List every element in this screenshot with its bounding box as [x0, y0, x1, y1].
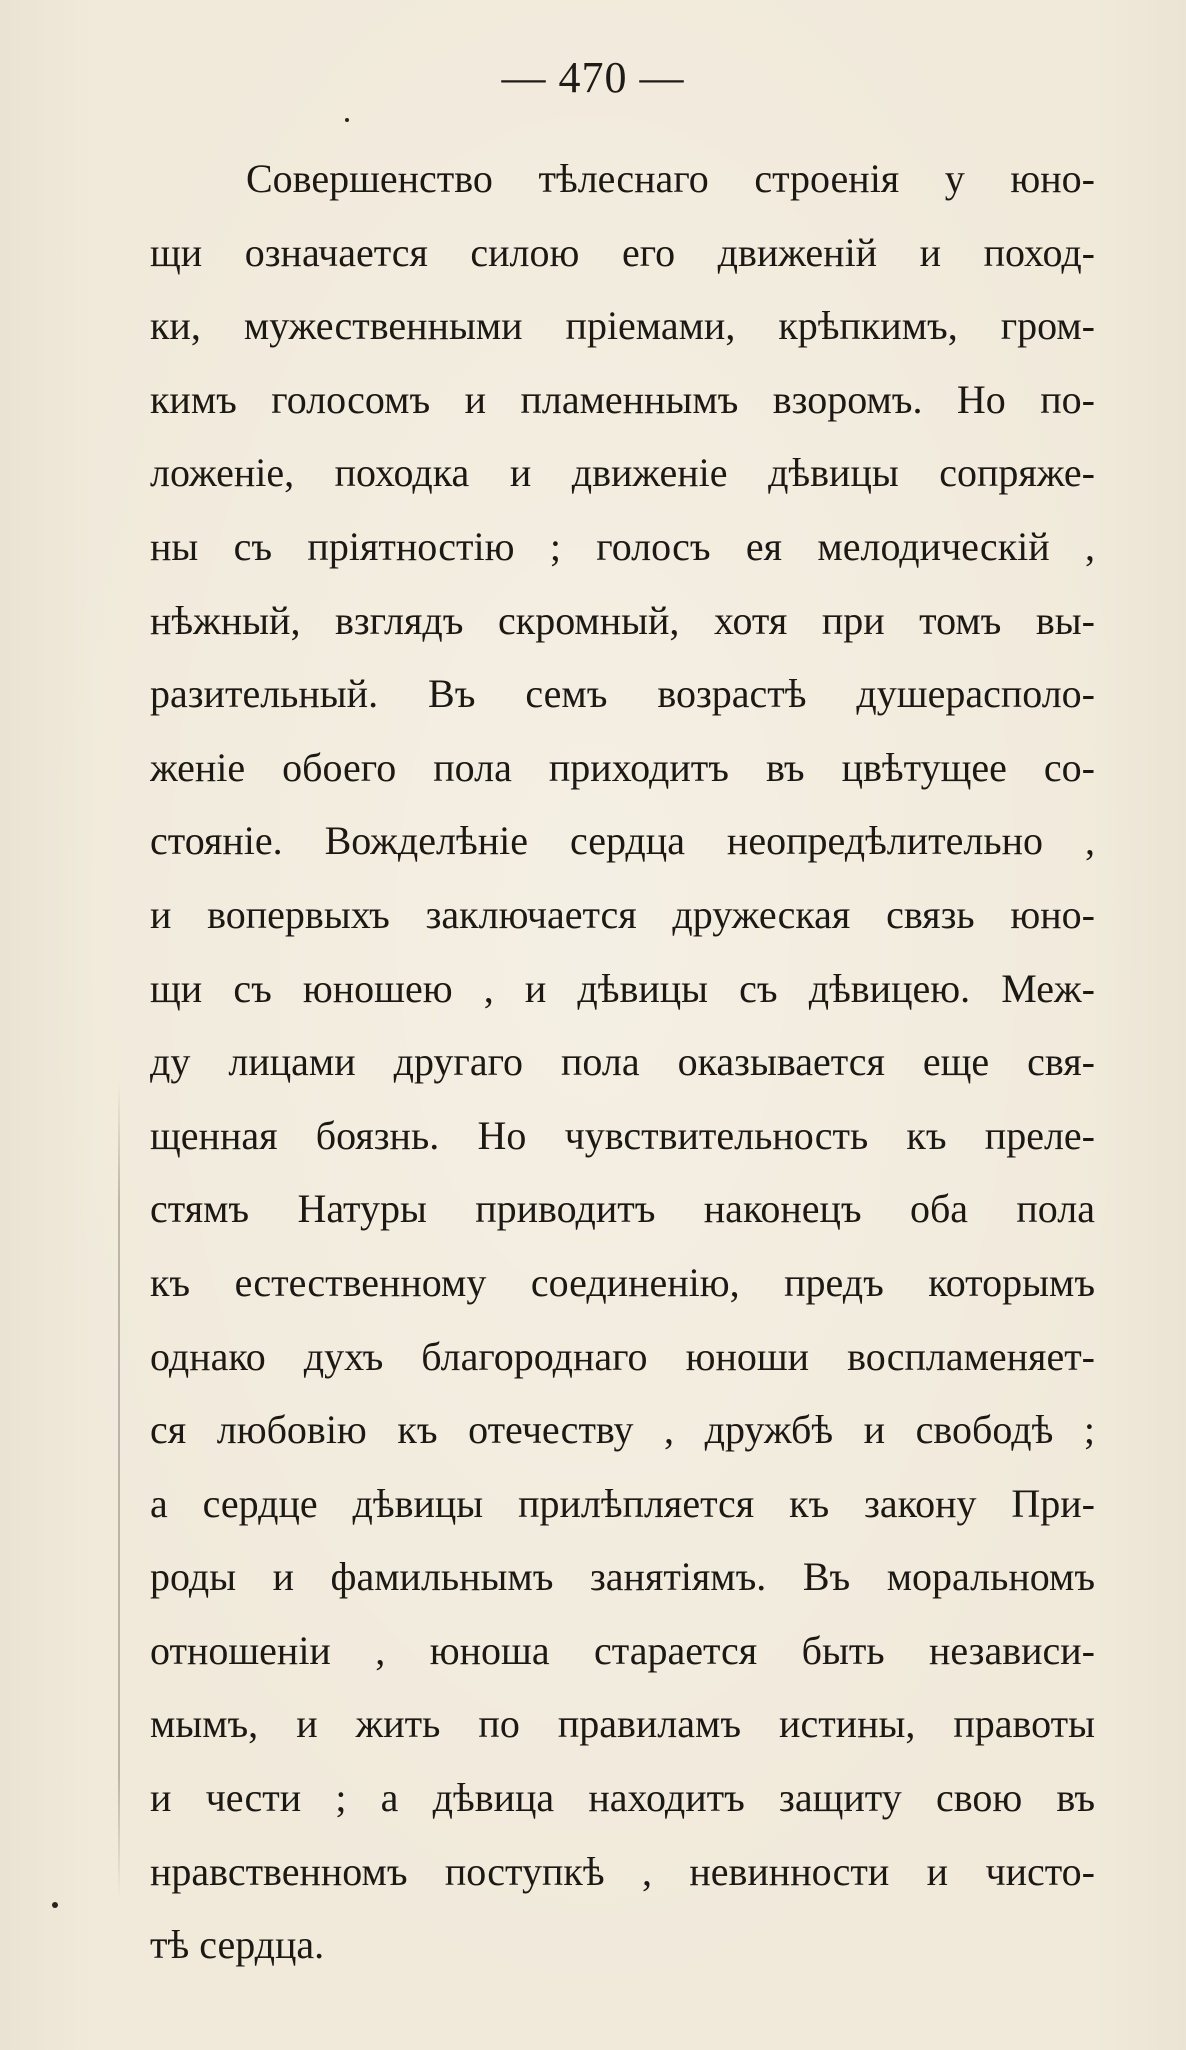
text-line: щи означается силою его движеній и поход-: [150, 229, 1095, 275]
text-line: нѣжный, взглядъ скромный, хотя при томъ вы-: [150, 597, 1095, 643]
text-line: и вопервыхъ заключается дружеская связь юно-: [150, 891, 1095, 937]
ink-speck: [52, 1902, 58, 1908]
text-line: мымъ, и жить по правиламъ истины, правоты: [150, 1701, 1095, 1747]
text-line: женіе обоего пола приходитъ въ цвѣтущее со-: [150, 744, 1095, 790]
text-line: ны съ пріятностію ; голосъ ея мелодическій ,: [150, 523, 1095, 569]
text-line: однако духъ благороднаго юноши воспламеняет-: [150, 1333, 1095, 1379]
text-line: щенная боязнь. Но чувствительность къ преле-: [150, 1112, 1095, 1158]
text-line: Совершенство тѣлеснаго строенія у юно-: [246, 156, 1095, 201]
body-text: [150, 142, 1095, 1982]
text-line: кимъ голосомъ и пламеннымъ взоромъ. Но по-: [150, 376, 1095, 422]
text-line: тѣ сердца.: [150, 1922, 325, 1968]
text-line: ки, мужественными пріемами, крѣпкимъ, гром-: [150, 303, 1095, 349]
text-line: стямъ Натуры приводитъ наконецъ оба пола: [150, 1186, 1095, 1232]
text-line: ложеніе, походка и движеніе дѣвицы сопряже-: [150, 450, 1095, 496]
text-line: къ естественному соединенію, предъ которымъ: [150, 1259, 1095, 1305]
page-number: — 470 —: [501, 53, 685, 102]
text-line: нравственномъ поступкѣ , невинности и чисто-: [150, 1848, 1095, 1894]
ink-speck: [345, 118, 349, 122]
text-line: и чести ; а дѣвица находитъ защиту свою въ: [150, 1775, 1095, 1821]
text-line: роды и фамильнымъ занятіямъ. Въ моральномъ: [150, 1554, 1095, 1600]
text-line: а сердце дѣвицы прилѣпляется къ закону При-: [150, 1480, 1095, 1526]
text-line: ся любовію къ отечеству , дружбѣ и свободѣ ;: [150, 1407, 1095, 1453]
text-line: щи съ юношею , и дѣвицы съ дѣвицею. Меж-: [150, 965, 1095, 1011]
text-line: отношеніи , юноша старается быть независи-: [150, 1627, 1095, 1673]
margin-pencil-mark: [118, 1080, 120, 1900]
text-line: разительный. Въ семъ возрастѣ душерасполо-: [150, 671, 1095, 717]
text-line: стояніе. Вожделѣніе сердца неопредѣлительно ,: [150, 818, 1095, 864]
text-line: ду лицами другаго пола оказывается еще свя-: [150, 1039, 1095, 1085]
